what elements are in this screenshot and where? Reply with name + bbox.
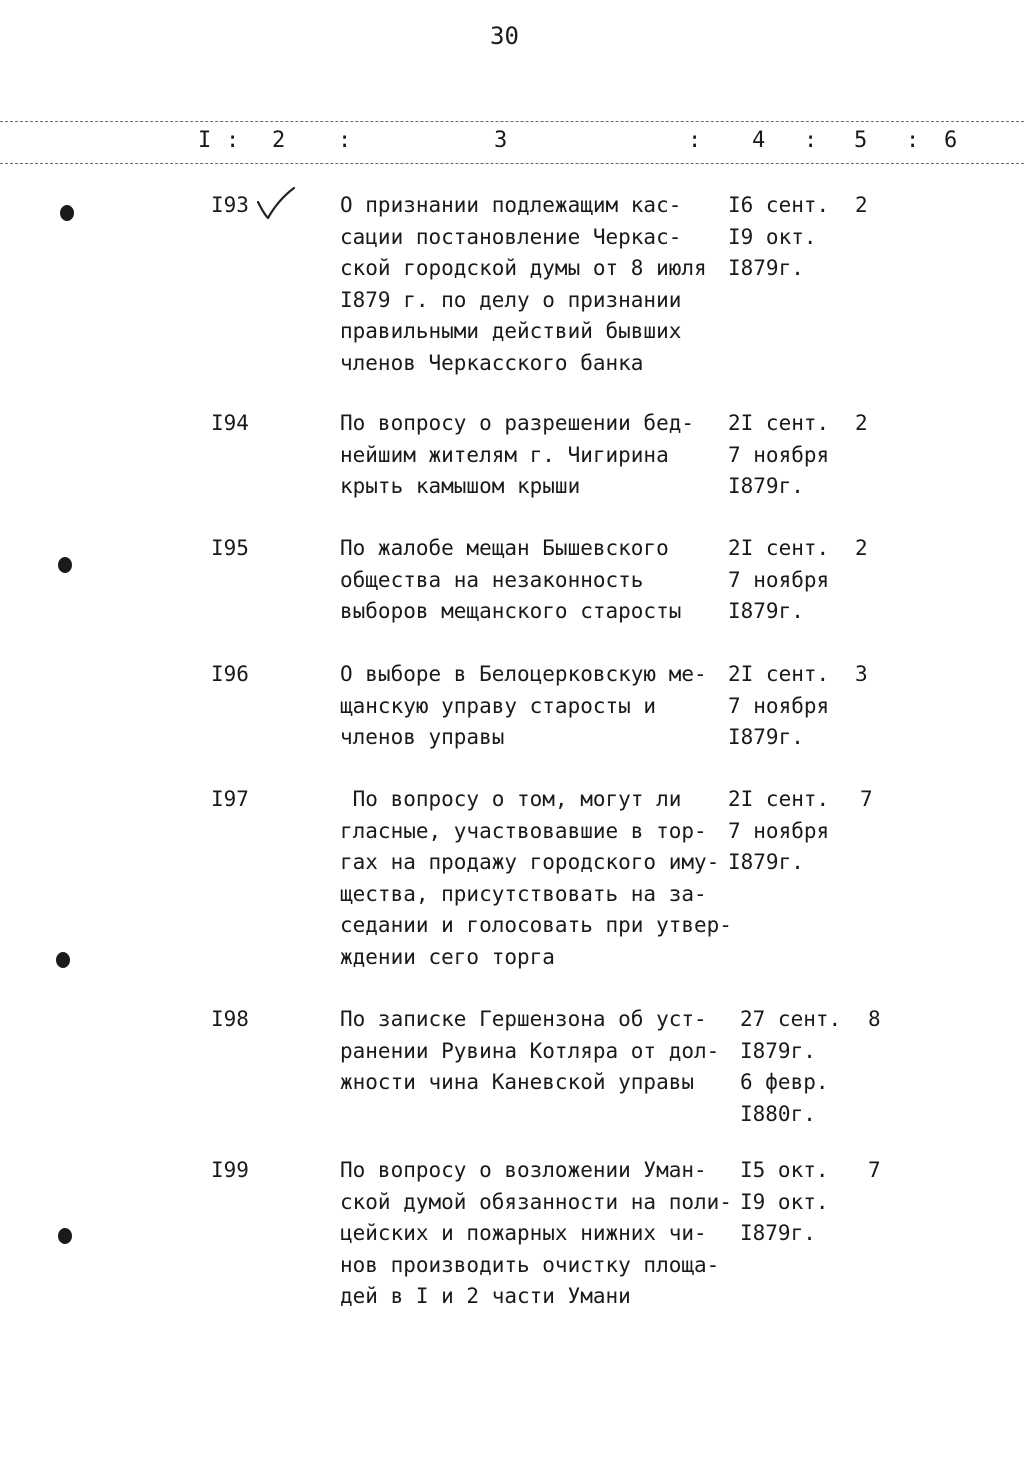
entry-dates: I5 окт. I9 окт. I879г. — [740, 1158, 829, 1245]
header-rule-top — [0, 121, 1024, 122]
entry-text: О выборе в Белоцерковскую ме- щанскую управу старосты и членов управы — [340, 662, 707, 749]
header-rule-bottom — [0, 163, 1024, 164]
column-header-1: I — [198, 128, 212, 153]
punch-hole-icon — [58, 557, 72, 573]
entry-number: I97 — [211, 787, 249, 811]
entry-dates: I6 сент. I9 окт. I879г. — [728, 193, 830, 280]
entry-sheets: 7 — [868, 1158, 881, 1182]
entry-number: I98 — [211, 1007, 249, 1031]
entry-sheets: 3 — [855, 662, 868, 686]
entry-dates: 27 сент. I879г. 6 февр. I880г. — [740, 1007, 842, 1126]
entry-text: По вопросу о разрешении бед- нейшим жителям г. Чигирина крыть камышом крыши — [340, 411, 695, 498]
entry-number: I93 — [211, 193, 249, 217]
column-header-5: 5 — [854, 128, 868, 153]
entry-text: О признании подлежащим кас- сации постановление Черкас- ской городской думы от 8 июля I879 г. по делу о признании правильными действий бывших членов Черкасского банка — [340, 193, 707, 375]
column-header-2: 2 — [272, 128, 286, 153]
page-number: 30 — [490, 22, 519, 50]
column-separator: : — [906, 128, 920, 153]
entry-number: I94 — [211, 411, 249, 435]
entry-number: I95 — [211, 536, 249, 560]
column-separator: : — [338, 128, 352, 153]
column-separator: : — [226, 128, 240, 153]
entry-sheets: 7 — [860, 787, 873, 811]
entry-sheets: 2 — [855, 536, 868, 560]
entry-sheets: 2 — [855, 193, 868, 217]
entry-text: По записке Гершензона об уст- ранении Рувина Котляра от дол- жности чина Каневской управы — [340, 1007, 720, 1094]
checkmark-icon — [254, 186, 298, 220]
column-header-6: 6 — [944, 128, 958, 153]
entry-dates: 2I сент. 7 ноября I879г. — [728, 662, 830, 749]
entry-sheets: 2 — [855, 411, 868, 435]
entry-dates: 2I сент. 7 ноября I879г. — [728, 536, 830, 623]
punch-hole-icon — [58, 1228, 72, 1244]
entry-text: По вопросу о возложении Уман- ской думой обязанности на поли- цейских и пожарных нижних чи- нов производить очистку площа- дей в I и 2 части Умани — [340, 1158, 732, 1308]
column-header-4: 4 — [752, 128, 766, 153]
entry-dates: 2I сент. 7 ноября I879г. — [728, 411, 830, 498]
punch-hole-icon — [60, 205, 74, 221]
column-separator: : — [804, 128, 818, 153]
entry-number: I99 — [211, 1158, 249, 1182]
entry-text: По вопросу о том, могут ли гласные, участвовавшие в тор- гах на продажу городского иму- щества, присутствовать на за- седании и голосовать при утвер- ждении сего торга — [340, 787, 732, 969]
entry-number: I96 — [211, 662, 249, 686]
column-header-3: 3 — [494, 128, 508, 153]
column-separator: : — [688, 128, 702, 153]
entry-dates: 2I сент. 7 ноября I879г. — [728, 787, 830, 874]
entry-sheets: 8 — [868, 1007, 881, 1031]
entry-text: По жалобе мещан Бышевского общества на незаконность выборов мещанского старосты — [340, 536, 682, 623]
punch-hole-icon — [56, 952, 70, 968]
